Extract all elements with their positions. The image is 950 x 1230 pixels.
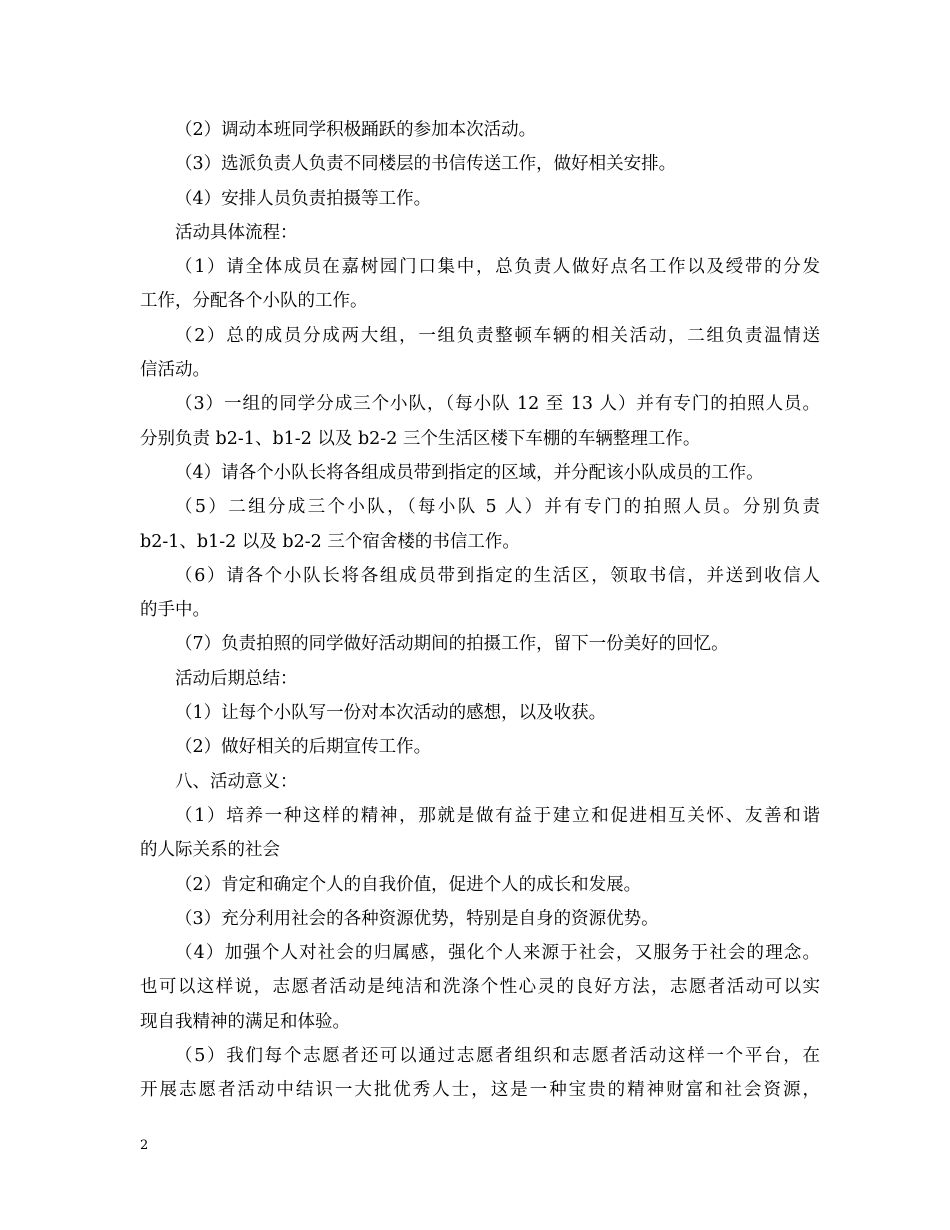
text-line: （2）调动本班同学积极踊跃的参加本次活动。: [175, 120, 537, 140]
text-line: 开展志愿者活动中结识一大批优秀人士，这是一种宝贵的精神财富和社会资源，: [140, 1080, 820, 1101]
text-line: （1）请全体成员在嘉树园门口集中，总负责人做好点名工作以及绶带的分发: [175, 257, 820, 278]
text-line: 活动后期总结：: [175, 668, 298, 689]
text-line: （4）安排人员负责拍摄等工作。: [175, 188, 432, 209]
text-line: 八、活动意义：: [175, 771, 298, 792]
text-line: （2）总的成员分成两大组，一组负责整顿车辆的相关活动，二组负责温情送: [175, 325, 820, 346]
text-line: 也可以这样说，志愿者活动是纯洁和洗涤个性心灵的良好方法，志愿者活动可以实: [140, 977, 820, 998]
text-line: 分别负责 b2-1、b1-2 以及 b2-2 三个生活区楼下车棚的车辆整理工作。: [140, 428, 701, 449]
text-line: 活动具体流程：: [175, 222, 298, 243]
text-line: （4）加强个人对社会的归属感，强化个人来源于社会，又服务于社会的理念。: [175, 943, 820, 964]
text-line: 现自我精神的满足和体验。: [140, 1011, 350, 1032]
text-line: 工作，分配各个小队的工作。: [140, 291, 368, 312]
text-line: 的手中。: [140, 600, 210, 621]
page-number: 2: [140, 1138, 149, 1153]
text-line: 的人际关系的社会: [140, 840, 280, 861]
text-line: （3）充分利用社会的各种资源优势，特别是自身的资源优势。: [175, 908, 659, 929]
text-line: （5）我们每个志愿者还可以通过志愿者组织和志愿者活动这样一个平台，在: [175, 1046, 820, 1067]
text-line: （2）肯定和确定个人的自我价值，促进个人的成长和发展。: [175, 874, 642, 895]
text-line: （3）一组的同学分成三个小队，（每小队 12 至 13 人）并有专门的拍照人员。: [175, 394, 820, 415]
text-line: （5）二组分成三个小队，（每小队 5 人）并有专门的拍照人员。分别负责: [175, 497, 820, 518]
text-line: （4）请各个小队长将各组成员带到指定的区域，并分配该小队成员的工作。: [175, 462, 764, 483]
text-line: （3）选派负责人负责不同楼层的书信传送工作，做好相关安排。: [175, 154, 677, 175]
text-line: b2-1、b1-2 以及 b2-2 三个宿舍楼的书信工作。: [140, 531, 520, 552]
text-line: （7）负责拍照的同学做好活动期间的拍摄工作，留下一份美好的回忆。: [175, 634, 729, 655]
text-line: 信活动。: [140, 360, 210, 381]
text-line: （1）让每个小队写一份对本次活动的感想，以及收获。: [175, 703, 607, 724]
text-line: （2）做好相关的后期宣传工作。: [175, 737, 432, 758]
text-line: （6）请各个小队长将各组成员带到指定的生活区，领取书信，并送到收信人: [175, 565, 820, 586]
text-line: （1）培养一种这样的精神，那就是做有益于建立和促进相互关怀、友善和谐: [175, 805, 820, 826]
document-body: [140, 113, 820, 1108]
